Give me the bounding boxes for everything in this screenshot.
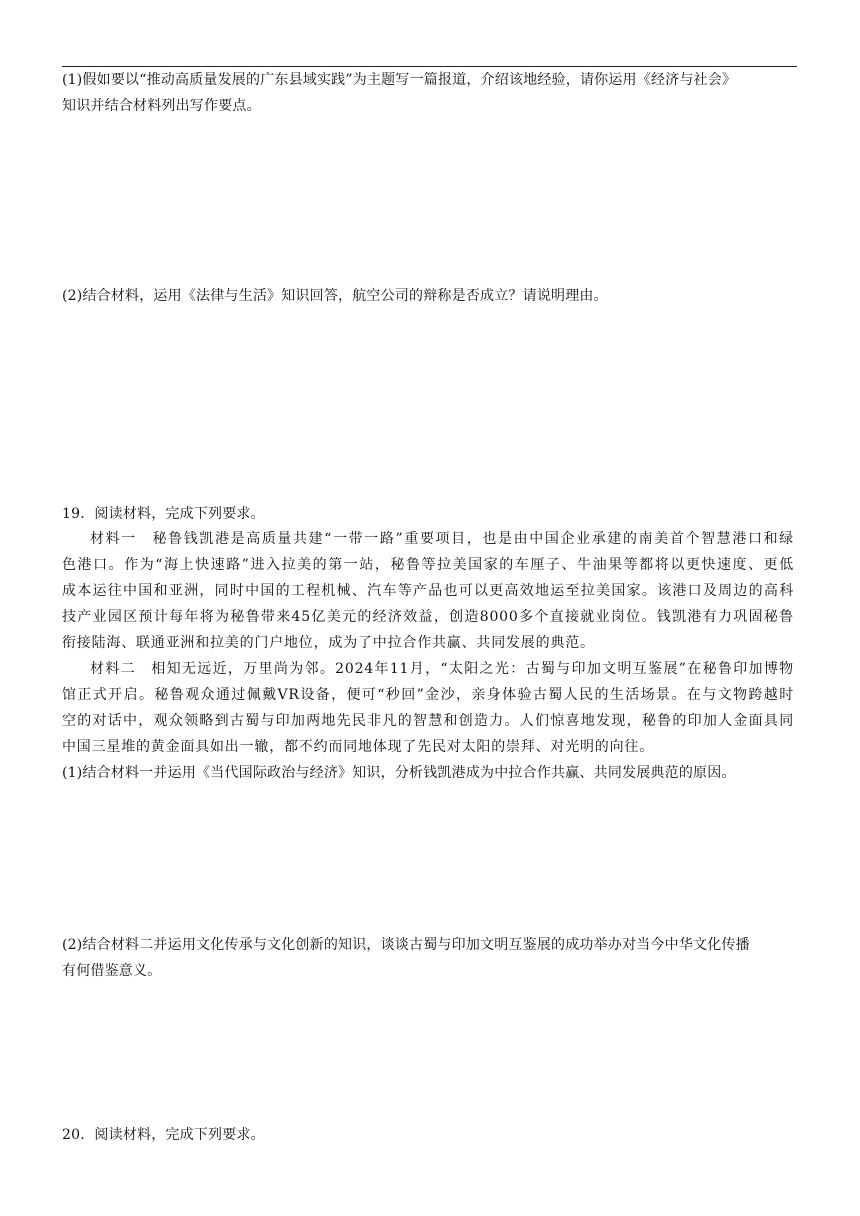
q19-part2-line1: (2)结合材料二并运用文化传承与文化创新的知识，谈谈古蜀与印加文明互鉴展的成功举办对当今中华文化传播 bbox=[62, 937, 750, 953]
q19-material2-line: 空的对话中，观众领略到古蜀与印加两地先民非凡的智慧和创造力。人们惊喜地发现，秘鲁的印加人金面具同 bbox=[62, 713, 794, 729]
q19-material1-line: 成本运往中国和亚洲，同时中国的工程机械、汽车等产品也可以更高效地运至拉美国家。该港口及周边的高科 bbox=[62, 583, 794, 599]
q20-heading: 20．阅读材料，完成下列要求。 bbox=[62, 1127, 265, 1143]
header-rule bbox=[62, 66, 797, 67]
q19-material2-line: 材料二 相知无远近，万里尚为邻。2024年11月，“太阳之光：古蜀与印加文明互鉴展”在秘鲁印加博物 bbox=[90, 661, 794, 677]
q19-material2-line: 馆正式开启。秘鲁观众通过佩戴VR设备，便可“秒回”金沙，亲身体验古蜀人民的生活场景。在与文物跨越时 bbox=[62, 687, 794, 703]
q18-part1-line1: (1)假如要以“推动高质量发展的广东县域实践”为主题写一篇报道，介绍该地经验，请你运用《经济与社会》 bbox=[62, 72, 737, 88]
q19-heading: 19．阅读材料，完成下列要求。 bbox=[62, 506, 265, 522]
q19-part2-line2: 有何借鉴意义。 bbox=[62, 963, 162, 979]
q19-material1-line: 衔接陆海、联通亚洲和拉美的门户地位，成为了中拉合作共赢、共同发展的典范。 bbox=[62, 635, 595, 651]
q18-part1-line2: 知识并结合材料列出写作要点。 bbox=[62, 98, 261, 114]
q19-part1: (1)结合材料一并运用《当代国际政治与经济》知识，分析钱凯港成为中拉合作共赢、共同发展典范的原因。 bbox=[62, 765, 736, 781]
q19-material1-line: 技产业园区预计每年将为秘鲁带来45亿美元的经济效益，创造8000多个直接就业岗位。钱凯港有力巩固秘鲁 bbox=[62, 609, 794, 625]
q18-part2: (2)结合材料，运用《法律与生活》知识回答，航空公司的辩称是否成立？请说明理由。 bbox=[62, 288, 608, 304]
q19-material1-line: 色港口。作为“海上快速路”进入拉美的第一站，秘鲁等拉美国家的车厘子、牛油果等都将以更快速度、更低 bbox=[62, 557, 794, 573]
q19-material2-line: 中国三星堆的黄金面具如出一辙，都不约而同地体现了先民对太阳的崇拜、对光明的向往。 bbox=[62, 739, 654, 755]
q19-material1-line: 材料一 秘鲁钱凯港是高质量共建“一带一路”重要项目，也是由中国企业承建的南美首个智慧港口和绿 bbox=[90, 531, 794, 547]
